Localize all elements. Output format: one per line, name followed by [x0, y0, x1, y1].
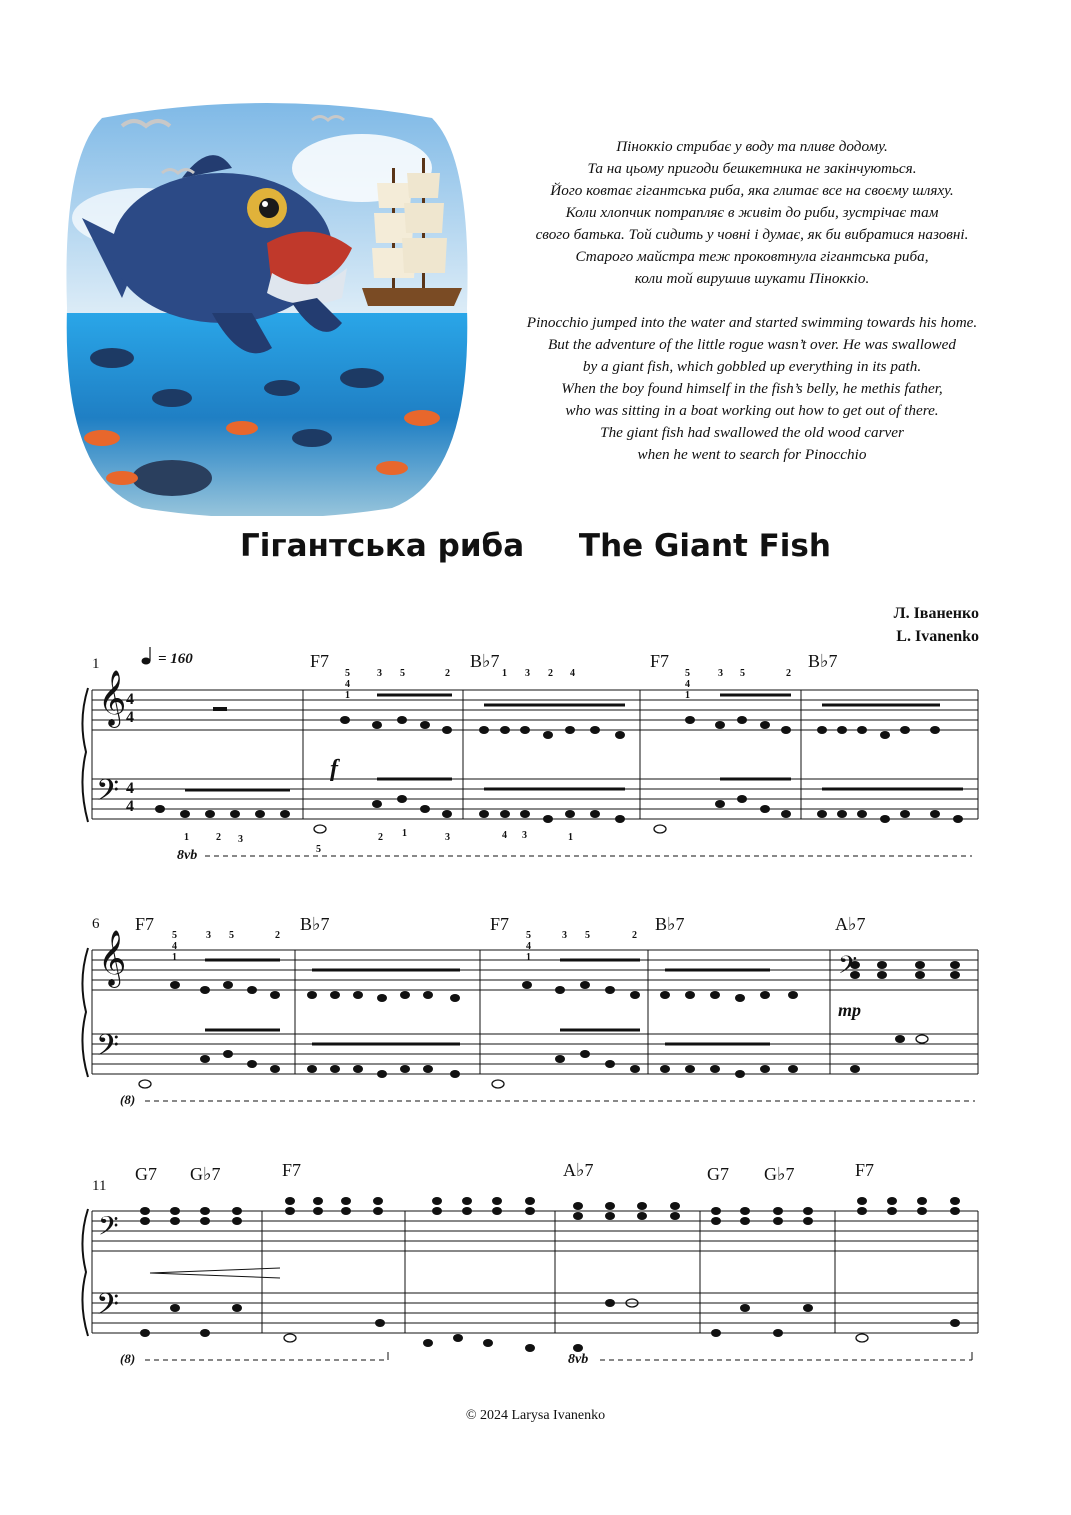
- chord-symbol: B♭7: [470, 651, 500, 671]
- measure-number: 1: [92, 656, 100, 672]
- chord-symbol: F7: [310, 651, 330, 671]
- chord-symbol: G♭7: [190, 1164, 221, 1184]
- ottava-bassa: 8vb: [568, 1352, 589, 1367]
- fingering: 4: [502, 830, 507, 841]
- verse-line: But the adventure of the little rogue wasn’t over. He was swallowed: [547, 336, 957, 353]
- tempo-marking: [142, 647, 194, 667]
- fingering: 5: [526, 930, 531, 941]
- chord-symbol: B♭7: [808, 651, 838, 671]
- verse-line: Коли хлопчик потрапляє в живіт до риби, зустрічає там: [565, 204, 939, 221]
- time-signature: 4: [126, 691, 134, 708]
- fingering: 2: [275, 930, 280, 941]
- fingering: 2: [786, 668, 791, 679]
- verse-line: коли той вирушив шукати Піноккіо.: [634, 270, 870, 287]
- fingering: 4: [526, 941, 531, 952]
- composer-ukrainian: Л. Іваненко: [893, 605, 979, 622]
- fingering: 3: [562, 930, 567, 941]
- fingering: 1: [526, 952, 531, 963]
- fingering: 4: [345, 679, 350, 690]
- fingering: 1: [502, 668, 507, 679]
- system-3: [82, 1197, 978, 1360]
- fingering: 5: [400, 668, 405, 679]
- bass-clef: 𝄢: [96, 1288, 120, 1328]
- verse-line: Та на цьому пригоди бешкетника не закінчуються.: [587, 160, 917, 177]
- fingering: 1: [172, 952, 177, 963]
- chord-symbol: F7: [855, 1160, 875, 1180]
- verse-line: Pinocchio jumped into the water and started swimming towards his home.: [526, 314, 978, 331]
- fingering: 1: [402, 828, 407, 839]
- chord-symbol: G♭7: [764, 1164, 795, 1184]
- chord-symbol: F7: [650, 651, 670, 671]
- dynamic-forte: f: [330, 756, 338, 782]
- chord-symbol: B♭7: [655, 914, 685, 934]
- fingering: 5: [172, 930, 177, 941]
- chord-symbol: F7: [282, 1160, 302, 1180]
- bass-clef: 𝄢: [98, 1211, 119, 1247]
- bass-clef: 𝄢: [96, 774, 120, 814]
- dynamic-mezzo-piano: mp: [838, 1000, 862, 1020]
- fingering: 1: [184, 832, 189, 843]
- fingering: 3: [238, 834, 243, 845]
- fingering: 5: [345, 668, 350, 679]
- fingering: 2: [445, 668, 450, 679]
- copyright-notice: © 2024 Larysa Ivanenko: [465, 1408, 606, 1423]
- ottava-bassa: 8vb: [177, 848, 198, 863]
- verse-line: When the boy found himself in the fish’s belly, he methis father,: [561, 380, 943, 397]
- fingering: 3: [525, 668, 530, 679]
- fingering: 4: [685, 679, 690, 690]
- treble-clef: 𝄞: [98, 932, 127, 985]
- fingering: 3: [206, 930, 211, 941]
- fingering: 3: [718, 668, 723, 679]
- fingering: 3: [377, 668, 382, 679]
- whole-rest: [213, 707, 227, 711]
- fingering: 5: [685, 668, 690, 679]
- title-english: The Giant Fish: [578, 528, 831, 564]
- svg-text:= 160: = 160: [158, 651, 193, 667]
- title-ukrainian: Гігантська риба: [240, 528, 525, 564]
- verse-line: when he went to search for Pinocchio: [637, 446, 867, 463]
- fingering: 3: [445, 832, 450, 843]
- fingering: 3: [522, 830, 527, 841]
- measure-number: 6: [92, 916, 100, 932]
- fingering: 4: [570, 668, 575, 679]
- fingering: 1: [345, 690, 350, 701]
- chord-symbol: A♭7: [835, 914, 866, 934]
- verse-line: Старого майстра теж проковтнула гігантська риба,: [575, 248, 929, 265]
- fingering: 4: [172, 941, 177, 952]
- treble-clef: 𝄞: [98, 672, 127, 725]
- time-signature: 4: [126, 780, 134, 797]
- chord-symbol: G7: [707, 1164, 729, 1184]
- fingering: 5: [229, 930, 234, 941]
- verse-line: The giant fish had swallowed the old wood carver: [600, 424, 904, 441]
- verse-line: by a giant fish, which gobbled up everything in its path.: [582, 358, 922, 375]
- system-1: [82, 688, 978, 856]
- fingering: 1: [568, 832, 573, 843]
- verse-line: Піноккіо стрибає у воду та пливе додому.: [616, 138, 888, 155]
- chord-symbol: G7: [135, 1164, 157, 1184]
- verse-line: who was sitting in a boat working out how to get out of there.: [565, 402, 939, 419]
- chord-symbol: F7: [135, 914, 155, 934]
- fingering: 1: [685, 690, 690, 701]
- chord-symbol: B♭7: [300, 914, 330, 934]
- ottava-continue: (8): [120, 1351, 136, 1366]
- verse-line: свого батька. Той сидить у човні і думає, як би вибратися назовні.: [535, 226, 969, 243]
- chord-symbol: A♭7: [563, 1160, 594, 1180]
- verse-line: Його ковтає гігантська риба, яка глитає все на своєму шляху.: [550, 182, 954, 199]
- bass-clef: 𝄢: [96, 1029, 120, 1069]
- time-signature: 4: [126, 798, 134, 815]
- measure-number: 11: [92, 1178, 107, 1194]
- fingering: 2: [632, 930, 637, 941]
- composer-english: L. Ivanenko: [896, 628, 979, 645]
- ottava-continue: (8): [120, 1092, 136, 1107]
- fingering: 5: [740, 668, 745, 679]
- chord-symbol: F7: [490, 914, 510, 934]
- bass-clef: 𝄢: [838, 952, 858, 985]
- fingering: 2: [216, 832, 221, 843]
- fingering: 2: [378, 832, 383, 843]
- fingering: 5: [316, 844, 321, 855]
- fingering: 2: [548, 668, 553, 679]
- crescendo-hairpin: [150, 1268, 280, 1273]
- time-signature: 4: [126, 709, 134, 726]
- fingering: 5: [585, 930, 590, 941]
